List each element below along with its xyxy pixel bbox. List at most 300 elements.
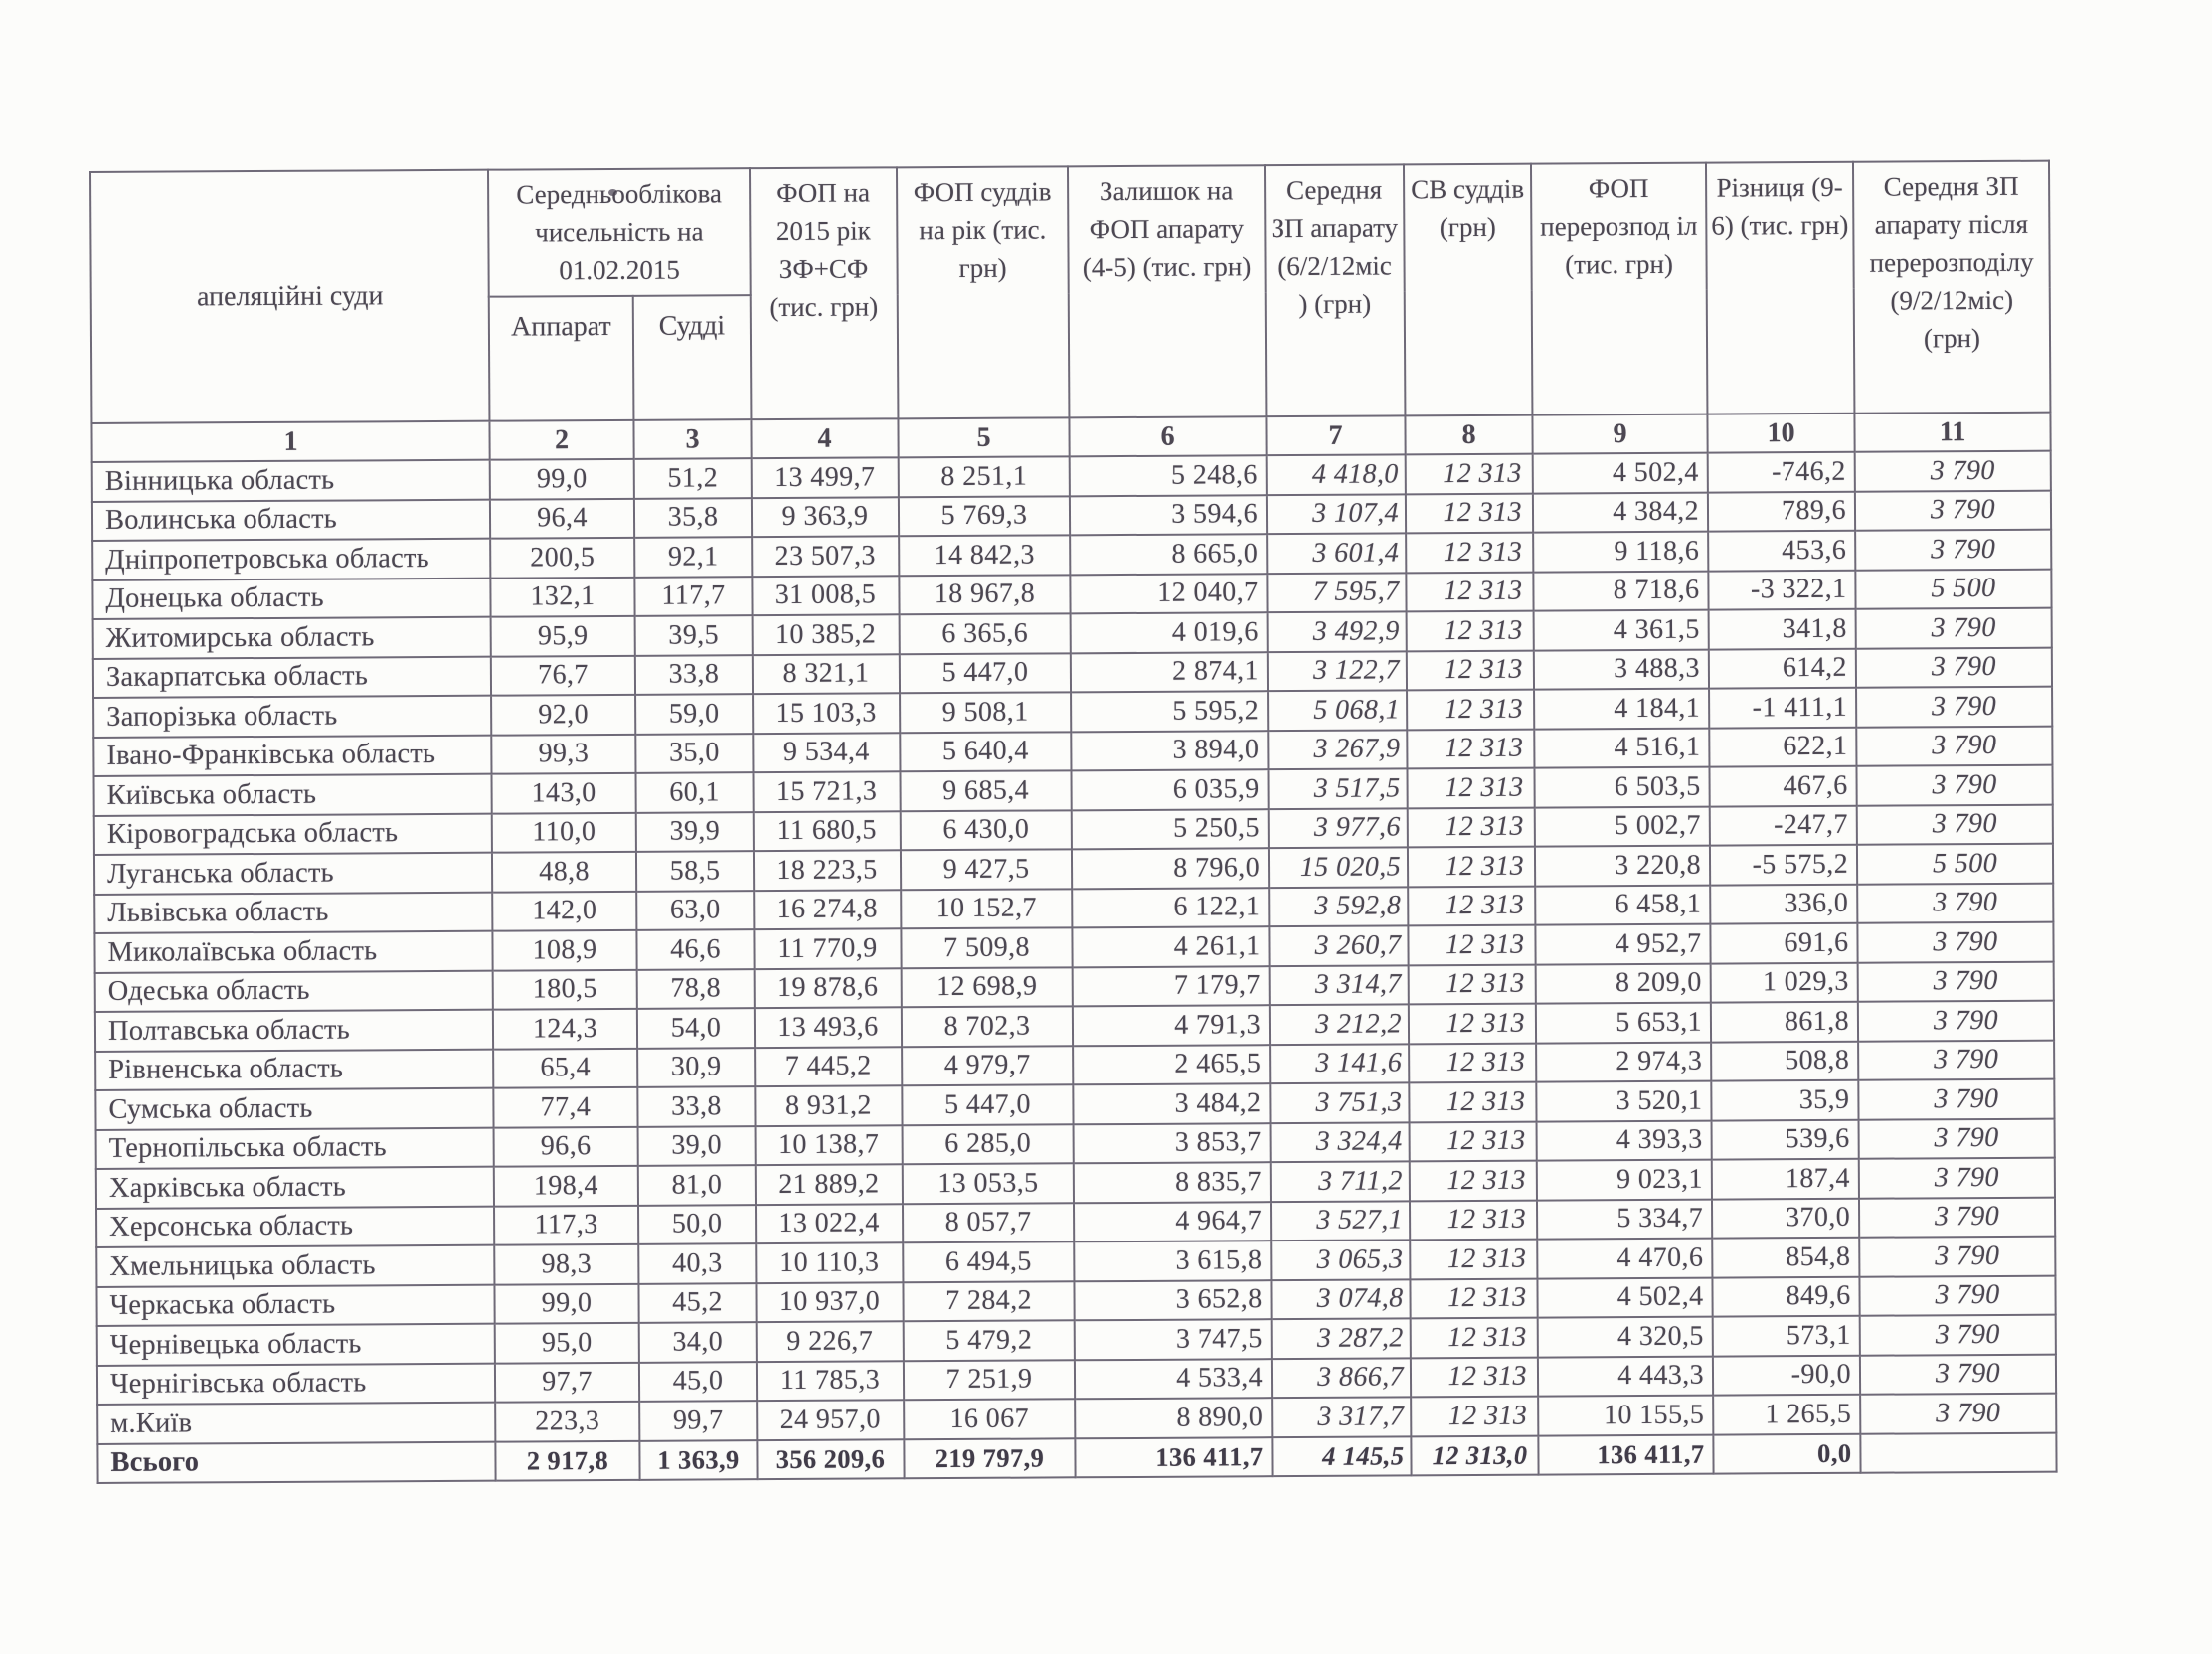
value-cell: 3 317,7: [1272, 1397, 1411, 1436]
value-cell: 180,5: [493, 969, 637, 1009]
value-cell: 3 324,4: [1271, 1122, 1410, 1162]
value-cell: 39,9: [636, 812, 754, 852]
value-cell: 10 385,2: [753, 614, 900, 654]
region-name: Вінницька область: [92, 460, 490, 502]
value-cell: 35,0: [635, 734, 753, 773]
value-cell: 5 447,0: [900, 653, 1071, 693]
region-name: Чернівецька область: [97, 1324, 495, 1366]
value-cell: 51,2: [634, 458, 752, 498]
value-cell: 4 952,7: [1535, 924, 1710, 965]
value-cell: 3 790: [1856, 687, 2052, 728]
value-cell: 219 797,9: [904, 1438, 1075, 1478]
value-cell: 8 835,7: [1074, 1162, 1271, 1203]
value-cell: 15 721,3: [753, 771, 900, 811]
value-cell: 12 313: [1410, 1121, 1537, 1161]
value-cell: 691,6: [1710, 923, 1857, 963]
value-cell: 110,0: [492, 812, 636, 852]
value-cell: 58,5: [636, 851, 754, 891]
value-cell: 45,2: [638, 1283, 756, 1323]
region-name: Миколаївська область: [94, 931, 492, 973]
col-number: 7: [1266, 415, 1405, 455]
header-fop-2015: ФОП на 2015 рік ЗФ+СФ (тис. грн): [750, 167, 898, 419]
region-name: Львівська область: [94, 892, 492, 933]
payroll-table: [89, 160, 2058, 1484]
value-cell: 6 365,6: [900, 613, 1071, 653]
value-cell: 223,3: [495, 1402, 639, 1441]
value-cell: 142,0: [492, 891, 636, 930]
value-cell: 136 411,7: [1075, 1437, 1272, 1478]
value-cell: 3 790: [1858, 1079, 2054, 1120]
value-cell: 124,3: [493, 1009, 637, 1049]
value-cell: 12 313: [1409, 964, 1536, 1004]
value-cell: 6 503,5: [1534, 767, 1709, 808]
col-number: 1: [91, 421, 489, 462]
region-name: м.Київ: [97, 1403, 495, 1444]
value-cell: 539,6: [1712, 1119, 1859, 1159]
value-cell: 12 313: [1409, 1043, 1536, 1082]
value-cell: 4 320,5: [1538, 1317, 1713, 1358]
header-apparatus: Аппарат: [489, 296, 634, 421]
value-cell: 9 023,1: [1537, 1160, 1712, 1201]
value-cell: 12 313: [1411, 1357, 1538, 1397]
value-cell: 8 665,0: [1070, 534, 1267, 575]
header-difference: Різниця (9- 6) (тис. грн): [1706, 162, 1854, 414]
value-cell: 3 747,5: [1075, 1319, 1272, 1360]
value-cell: 10 110,3: [756, 1242, 903, 1282]
value-cell: 622,1: [1709, 727, 1856, 766]
region-name: Тернопільська область: [96, 1127, 494, 1169]
value-cell: 9 508,1: [900, 692, 1071, 732]
value-cell: 5 595,2: [1071, 691, 1268, 732]
value-cell: 99,0: [490, 459, 634, 499]
value-cell: 861,8: [1711, 1002, 1858, 1042]
value-cell: 33,8: [635, 655, 753, 695]
value-cell: 136 411,7: [1538, 1434, 1713, 1475]
value-cell: 3 517,5: [1268, 768, 1407, 808]
value-cell: 92,1: [634, 537, 752, 577]
value-cell: 11 770,9: [754, 928, 901, 968]
value-cell: 5 068,1: [1268, 690, 1407, 730]
value-cell: 4 184,1: [1534, 689, 1709, 730]
region-name: Херсонська область: [96, 1206, 494, 1247]
header-avg-salary-after: Середня ЗП апарату після перерозподілу (9/2/12міс) (грн): [1853, 161, 2050, 414]
value-cell: 8 251,1: [899, 456, 1070, 496]
value-cell: 3 212,2: [1270, 1004, 1409, 1044]
value-cell: 3 790: [1857, 804, 2053, 845]
value-cell: 6 430,0: [901, 810, 1072, 850]
value-cell: 45,0: [639, 1362, 757, 1402]
value-cell: 12 313: [1406, 454, 1533, 494]
value-cell: 4 791,3: [1073, 1005, 1270, 1046]
value-cell: 33,8: [637, 1086, 755, 1126]
value-cell: 3 122,7: [1268, 651, 1407, 691]
value-cell: 9 118,6: [1533, 532, 1708, 573]
value-cell: 8 057,7: [903, 1203, 1074, 1242]
value-cell: 3 790: [1860, 1394, 2056, 1434]
value-cell: 4 384,2: [1533, 492, 1708, 533]
col-number: 2: [489, 420, 633, 460]
value-cell: 4 361,5: [1534, 610, 1709, 651]
value-cell: 3 790: [1859, 1237, 2055, 1277]
value-cell: 132,1: [490, 577, 634, 616]
value-cell: 3 601,4: [1267, 533, 1406, 573]
col-number: 4: [751, 418, 898, 458]
value-cell: 12 313: [1411, 1318, 1538, 1358]
value-cell: 336,0: [1710, 884, 1857, 923]
value-cell: 21 889,2: [756, 1164, 903, 1204]
value-cell: 4 979,7: [902, 1046, 1073, 1085]
value-cell: 54,0: [637, 1008, 755, 1048]
value-cell: 3 790: [1856, 608, 2052, 649]
value-cell: 4 533,4: [1075, 1359, 1272, 1400]
value-cell: 7 445,2: [755, 1047, 902, 1086]
value-cell: 0,0: [1713, 1433, 1860, 1473]
value-cell: 18 223,5: [754, 850, 901, 890]
value-cell: 48,8: [492, 852, 636, 892]
value-cell: 4 502,4: [1537, 1277, 1712, 1318]
value-cell: -1 411,1: [1709, 688, 1856, 728]
value-cell: 81,0: [638, 1165, 756, 1205]
value-cell: 3 260,7: [1269, 925, 1408, 965]
value-cell: 35,8: [634, 498, 752, 538]
value-cell: 92,0: [491, 695, 635, 735]
value-cell: 24 957,0: [757, 1400, 904, 1439]
value-cell: 3 488,3: [1534, 649, 1709, 690]
value-cell: 356 209,6: [757, 1439, 904, 1479]
header-fop-apparatus-rest: Залишок на ФОП апарату (4-5) (тис. грн): [1068, 165, 1266, 417]
region-name: Івано-Франківська область: [93, 735, 491, 776]
value-cell: 3 790: [1858, 1040, 2054, 1080]
value-cell: 789,6: [1708, 491, 1855, 531]
header-avg-count-group: Середньооблікова чисельність на 01.02.2015: [488, 168, 751, 297]
value-cell: -3 322,1: [1708, 570, 1855, 609]
region-name: Житомирська область: [93, 617, 491, 659]
value-cell: 2 465,5: [1073, 1045, 1270, 1085]
value-cell: 65,4: [493, 1048, 637, 1087]
value-cell: 12 313: [1407, 650, 1534, 690]
value-cell: 23 507,3: [752, 536, 899, 576]
value-cell: 4 443,3: [1538, 1356, 1713, 1397]
value-cell: 187,4: [1712, 1159, 1859, 1199]
value-cell: 2 917,8: [495, 1440, 639, 1480]
value-cell: 3 314,7: [1270, 965, 1409, 1005]
value-cell: 3 520,1: [1536, 1081, 1711, 1122]
region-name: Чернігівська область: [97, 1363, 495, 1405]
col-number: 8: [1405, 415, 1532, 455]
value-cell: 12 313: [1408, 886, 1535, 925]
value-cell: 3 790: [1860, 1354, 2056, 1395]
value-cell: 3 790: [1857, 922, 2053, 963]
value-cell: 96,4: [490, 498, 634, 538]
value-cell: 12 313: [1406, 533, 1533, 573]
value-cell: 4 019,6: [1071, 612, 1268, 653]
value-cell: 97,7: [495, 1362, 639, 1402]
value-cell: 12 313: [1410, 1200, 1537, 1240]
region-name: Одеська область: [95, 970, 493, 1012]
value-cell: 3 652,8: [1074, 1280, 1271, 1321]
value-cell: 1 363,9: [639, 1440, 757, 1480]
value-cell: 3 790: [1855, 490, 2051, 531]
value-cell: 99,0: [494, 1283, 638, 1323]
value-cell: 78,8: [637, 969, 755, 1009]
value-cell: 60,1: [635, 772, 753, 812]
value-cell: 4 964,7: [1074, 1202, 1271, 1242]
value-cell: 12 313: [1411, 1397, 1538, 1436]
value-cell: 95,0: [495, 1323, 639, 1363]
value-cell: 5 248,6: [1070, 455, 1267, 496]
value-cell: 8 718,6: [1533, 571, 1708, 611]
value-cell: 854,8: [1712, 1238, 1859, 1277]
value-cell: 34,0: [639, 1322, 757, 1362]
value-cell: 2 874,1: [1071, 652, 1268, 693]
value-cell: 198,4: [494, 1166, 638, 1206]
value-cell: 19 878,6: [755, 968, 902, 1008]
value-cell: 3 594,6: [1070, 495, 1267, 536]
value-cell: -247,7: [1710, 805, 1857, 845]
value-cell: 12 313: [1406, 493, 1533, 533]
value-cell: 3 977,6: [1269, 808, 1408, 848]
region-name: Закарпатська область: [93, 656, 491, 698]
value-cell: 5 500: [1855, 569, 2051, 609]
value-cell: 63,0: [636, 891, 754, 930]
value-cell: 3 267,9: [1268, 730, 1407, 769]
value-cell: 40,3: [638, 1243, 756, 1283]
value-cell: 8 890,0: [1075, 1398, 1272, 1438]
col-number: 9: [1532, 414, 1707, 454]
value-cell: 370,0: [1712, 1198, 1859, 1238]
value-cell: 30,9: [637, 1048, 755, 1087]
region-name: Рівненська область: [95, 1049, 493, 1090]
value-cell: 4 470,6: [1537, 1239, 1712, 1279]
value-cell: 3 790: [1858, 1001, 2054, 1042]
value-cell: 12 313: [1408, 847, 1535, 887]
value-cell: 12 313: [1407, 768, 1534, 808]
value-cell: [1860, 1432, 2056, 1473]
value-cell: 3 220,8: [1535, 846, 1710, 887]
value-cell: 143,0: [492, 773, 636, 813]
header-fop-judges-year: ФОП суддів на рік (тис. грн): [897, 166, 1069, 418]
value-cell: 39,0: [638, 1126, 756, 1166]
value-cell: 59,0: [635, 694, 753, 734]
value-cell: 98,3: [494, 1244, 638, 1284]
value-cell: 7 595,7: [1267, 573, 1406, 612]
value-cell: 39,5: [635, 615, 753, 655]
value-cell: 3 790: [1858, 961, 2054, 1002]
col-number: 3: [633, 419, 751, 459]
region-name: Черкаська область: [96, 1284, 494, 1326]
value-cell: 3 141,6: [1270, 1044, 1409, 1083]
value-cell: 3 790: [1859, 1118, 2055, 1159]
value-cell: -5 575,2: [1710, 845, 1857, 885]
value-cell: 3 790: [1856, 726, 2052, 766]
header-fop-redistribution: ФОП перерозпод іл (тис. грн): [1531, 163, 1707, 415]
col-number: 6: [1069, 416, 1266, 456]
value-cell: 4 393,3: [1537, 1120, 1712, 1161]
region-name: Сумська область: [95, 1088, 493, 1130]
value-cell: 3 853,7: [1074, 1123, 1271, 1164]
value-cell: 3 484,2: [1073, 1083, 1270, 1124]
header-courts: апеляційні суди: [90, 170, 489, 423]
value-cell: 13 493,6: [755, 1007, 902, 1047]
value-cell: 3 790: [1859, 1158, 2055, 1199]
value-cell: 76,7: [491, 655, 635, 695]
value-cell: 1 265,5: [1713, 1395, 1860, 1434]
region-name: Кіровоградська область: [94, 813, 492, 855]
value-cell: 15 103,3: [753, 693, 900, 733]
value-cell: 3 065,3: [1271, 1240, 1410, 1279]
value-cell: 573,1: [1713, 1316, 1860, 1356]
col-number: 11: [1854, 413, 2050, 452]
value-cell: 12 313: [1407, 611, 1534, 651]
value-cell: 12 313: [1410, 1161, 1537, 1201]
value-cell: 9 363,9: [752, 497, 899, 537]
value-cell: 3 790: [1856, 647, 2052, 688]
value-cell: 9 534,4: [753, 733, 900, 772]
value-cell: 3 711,2: [1271, 1161, 1410, 1201]
value-cell: 7 179,7: [1073, 966, 1270, 1007]
value-cell: 6 035,9: [1071, 769, 1268, 810]
value-cell: 3 074,8: [1271, 1279, 1410, 1319]
value-cell: 3 287,2: [1272, 1318, 1411, 1358]
value-cell: 95,9: [491, 616, 635, 656]
value-cell: 508,8: [1711, 1041, 1858, 1080]
value-cell: 16 067: [904, 1399, 1075, 1438]
value-cell: 3 790: [1859, 1197, 2055, 1238]
value-cell: 9 226,7: [757, 1321, 904, 1361]
value-cell: 12 313: [1406, 572, 1533, 611]
value-cell: 11 785,3: [757, 1361, 904, 1401]
value-cell: 849,6: [1712, 1276, 1859, 1316]
value-cell: 4 502,4: [1533, 453, 1708, 494]
region-name: Харківська область: [96, 1167, 494, 1209]
value-cell: 5 653,1: [1536, 1003, 1711, 1044]
value-cell: 1 029,3: [1711, 962, 1858, 1002]
value-cell: 3 790: [1855, 451, 2051, 492]
value-cell: 8 321,1: [753, 654, 900, 694]
value-cell: 5 640,4: [900, 732, 1071, 771]
header-sv-judges: СВ суддів (грн): [1404, 164, 1532, 416]
value-cell: 8 931,2: [755, 1085, 902, 1125]
value-cell: 7 284,2: [903, 1281, 1074, 1321]
value-cell: 12 313: [1407, 690, 1534, 730]
value-cell: 3 866,7: [1272, 1358, 1411, 1398]
value-cell: 14 842,3: [899, 535, 1070, 575]
value-cell: 8 702,3: [902, 1006, 1073, 1046]
value-cell: 5 334,7: [1537, 1199, 1712, 1240]
value-cell: 3 894,0: [1071, 731, 1268, 771]
value-cell: 31 008,5: [752, 576, 899, 615]
value-cell: 8 796,0: [1072, 848, 1269, 889]
value-cell: 3 790: [1860, 1315, 2056, 1356]
value-cell: 3 615,8: [1074, 1240, 1271, 1281]
value-cell: -746,2: [1708, 452, 1855, 492]
value-cell: 18 967,8: [899, 575, 1070, 614]
header-avg-salary-apparatus: Середня ЗП апарату (6/2/12міс ) (грн): [1265, 164, 1405, 416]
region-name: Луганська область: [94, 853, 492, 895]
value-cell: 453,6: [1708, 531, 1855, 571]
value-cell: 77,4: [493, 1087, 637, 1127]
value-cell: 5 769,3: [899, 496, 1070, 536]
header-row-main: [90, 161, 2050, 299]
value-cell: 5 479,2: [904, 1320, 1075, 1360]
value-cell: 108,9: [492, 930, 636, 970]
value-cell: 3 751,3: [1270, 1082, 1409, 1122]
region-name: Хмельницька область: [96, 1245, 494, 1287]
region-name: Дніпропетровська область: [92, 539, 490, 580]
value-cell: 5 447,0: [902, 1084, 1073, 1124]
value-cell: 12 313: [1407, 729, 1534, 768]
value-cell: 5 002,7: [1535, 806, 1710, 847]
value-cell: 6 458,1: [1535, 885, 1710, 925]
value-cell: 5 250,5: [1072, 809, 1269, 850]
value-cell: 3 790: [1859, 1275, 2055, 1316]
value-cell: 9 685,4: [900, 770, 1071, 810]
col-number: 10: [1707, 414, 1854, 453]
value-cell: 13 022,4: [756, 1204, 903, 1243]
value-cell: 12 313: [1409, 1004, 1536, 1044]
region-name: Полтавська область: [95, 1010, 493, 1052]
value-cell: 614,2: [1709, 648, 1856, 688]
value-cell: 341,8: [1709, 609, 1856, 649]
value-cell: 200,5: [490, 538, 634, 578]
value-cell: 12 313: [1408, 807, 1535, 847]
total-label: Всього: [97, 1441, 495, 1483]
value-cell: 7 509,8: [901, 927, 1072, 967]
value-cell: 96,6: [494, 1126, 638, 1166]
region-name: Київська область: [94, 774, 492, 816]
value-cell: 16 274,8: [754, 890, 901, 929]
value-cell: 46,6: [636, 929, 754, 969]
value-cell: -90,0: [1713, 1355, 1860, 1395]
value-cell: 8 209,0: [1536, 963, 1711, 1004]
value-cell: 3 790: [1856, 765, 2052, 806]
value-cell: 7 251,9: [904, 1360, 1075, 1400]
value-cell: 12 313: [1410, 1278, 1537, 1318]
value-cell: 3 492,9: [1268, 611, 1407, 651]
region-name: Запорізька область: [93, 696, 491, 738]
col-number: 5: [898, 417, 1069, 457]
value-cell: 99,7: [639, 1401, 757, 1440]
value-cell: 3 790: [1857, 883, 2053, 923]
value-cell: 15 020,5: [1269, 847, 1408, 887]
value-cell: 35,9: [1711, 1080, 1858, 1120]
value-cell: 3 592,8: [1269, 887, 1408, 926]
value-cell: 12 313: [1410, 1240, 1537, 1279]
value-cell: 10 937,0: [756, 1282, 903, 1322]
value-cell: 6 285,0: [903, 1124, 1074, 1164]
region-name: Волинська область: [92, 499, 490, 541]
value-cell: 13 499,7: [752, 457, 899, 497]
value-cell: 50,0: [638, 1205, 756, 1244]
value-cell: 9 427,5: [901, 849, 1072, 889]
value-cell: 10 138,7: [756, 1125, 903, 1165]
value-cell: 99,3: [491, 734, 635, 773]
value-cell: 10 152,7: [901, 889, 1072, 928]
value-cell: 12 040,7: [1070, 574, 1267, 614]
value-cell: 3 107,4: [1267, 494, 1406, 534]
value-cell: 12 698,9: [902, 967, 1073, 1007]
value-cell: 6 494,5: [903, 1241, 1074, 1281]
value-cell: 12 313,0: [1411, 1435, 1538, 1475]
value-cell: 4 261,1: [1072, 926, 1269, 967]
region-name: Донецька область: [92, 578, 490, 619]
value-cell: 2 974,3: [1536, 1042, 1711, 1082]
value-cell: 3 790: [1855, 530, 2051, 571]
value-cell: 117,7: [634, 577, 752, 616]
value-cell: 3 527,1: [1271, 1201, 1410, 1240]
value-cell: 12 313: [1409, 1082, 1536, 1122]
value-cell: 4 145,5: [1272, 1436, 1411, 1476]
